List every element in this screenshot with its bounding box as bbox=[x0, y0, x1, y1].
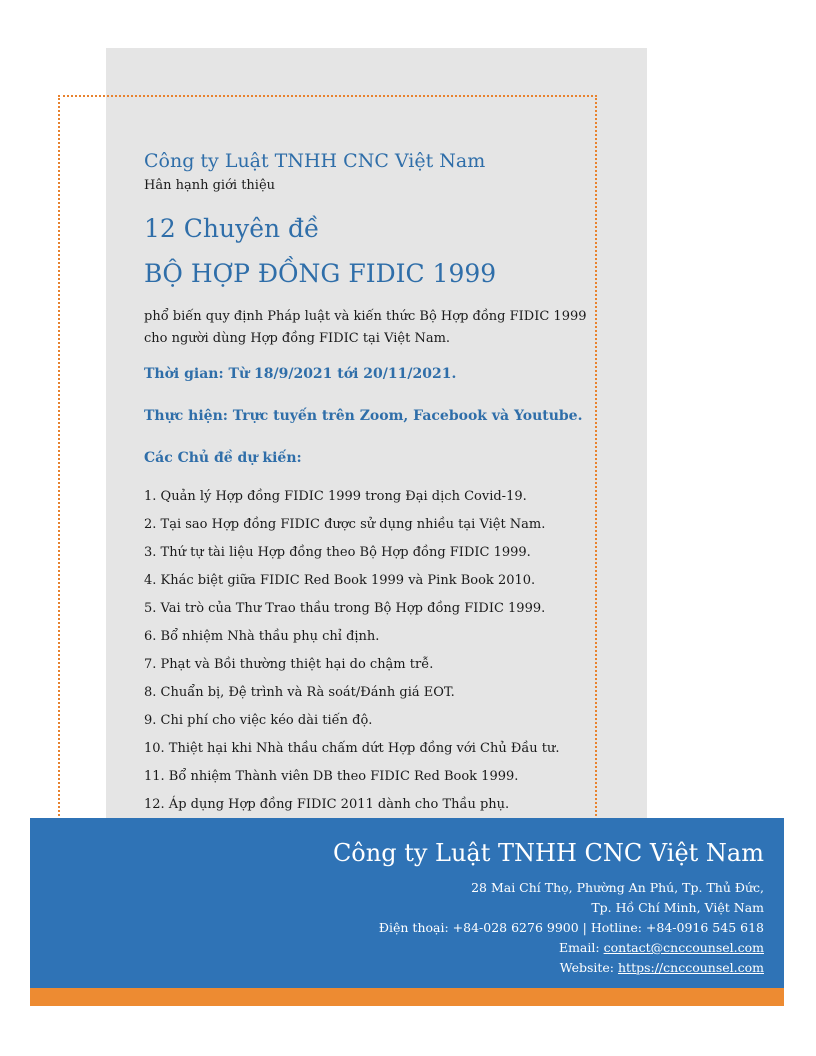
website-link[interactable]: https://cnccounsel.com bbox=[618, 960, 764, 975]
flyer-content bbox=[144, 148, 614, 819]
schedule-time: Thời gian: Từ 18/9/2021 tới 20/11/2021. bbox=[144, 366, 457, 382]
footer-website-row bbox=[164, 958, 764, 978]
topic-item: 10. Thiệt hại khi Nhà thầu chấm dứt Hợp đồng với Chủ Đầu tư. bbox=[144, 741, 560, 756]
topic-item: 4. Khác biệt giữa FIDIC Red Book 1999 và Pink Book 2010. bbox=[144, 573, 536, 588]
topic-item: 9. Chi phí cho việc kéo dài tiến độ. bbox=[144, 713, 373, 728]
description: phổ biến quy định Pháp luật và kiến thức Bộ Hợp đồng FIDIC 1999 cho người dùng Hợp đồng FIDIC tại Việt Nam. bbox=[144, 309, 587, 346]
topic-item: 3. Thứ tự tài liệu Hợp đồng theo Bộ Hợp đồng FIDIC 1999. bbox=[144, 545, 531, 560]
topic-item: 7. Phạt và Bồi thường thiệt hại do chậm trễ. bbox=[144, 657, 434, 672]
footer-phone: Điện thoại: +84-028 6276 9900 | Hotline: +84-0916 545 618 bbox=[378, 920, 764, 935]
footer-email-row bbox=[164, 938, 764, 958]
topic-list bbox=[144, 483, 614, 819]
topic-item: 2. Tại sao Hợp đồng FIDIC được sử dụng nhiều tại Việt Nam. bbox=[144, 517, 546, 532]
intro-text: Hân hạnh giới thiệu bbox=[144, 178, 276, 193]
footer-address-2: Tp. Hồ Chí Minh, Việt Nam bbox=[591, 900, 764, 915]
topic-item: 6. Bổ nhiệm Nhà thầu phụ chỉ định. bbox=[144, 629, 380, 644]
company-name: Công ty Luật TNHH CNC Việt Nam bbox=[144, 150, 486, 172]
footer-company-name: Công ty Luật TNHH CNC Việt Nam bbox=[332, 839, 764, 867]
email-label: Email: bbox=[558, 940, 604, 955]
topic-item: 5. Vai trò của Thư Trao thầu trong Bộ Hợp đồng FIDIC 1999. bbox=[144, 601, 546, 616]
footer-address-1: 28 Mai Chí Thọ, Phường An Phú, Tp. Thủ Đức, bbox=[471, 880, 764, 895]
email-link[interactable]: contact@cnccounsel.com bbox=[603, 940, 764, 955]
footer-orange-stripe bbox=[30, 988, 784, 1006]
topic-item: 12. Áp dụng Hợp đồng FIDIC 2011 dành cho Thầu phụ. bbox=[144, 797, 510, 812]
topic-item: 11. Bổ nhiệm Thành viên DB theo FIDIC Red Book 1999. bbox=[144, 769, 519, 784]
title-line-1: 12 Chuyên đề bbox=[144, 214, 320, 243]
footer-contact bbox=[164, 836, 764, 978]
title-line-2: BỘ HỢP ĐỒNG FIDIC 1999 bbox=[144, 259, 497, 288]
website-label: Website: bbox=[559, 960, 618, 975]
topics-heading: Các Chủ đề dự kiến: bbox=[144, 450, 302, 466]
topic-item: 8. Chuẩn bị, Đệ trình và Rà soát/Đánh giá EOT. bbox=[144, 685, 455, 700]
topic-item: 1. Quản lý Hợp đồng FIDIC 1999 trong Đại dịch Covid-19. bbox=[144, 489, 527, 504]
implementation-info: Thực hiện: Trực tuyến trên Zoom, Facebook và Youtube. bbox=[144, 408, 583, 424]
